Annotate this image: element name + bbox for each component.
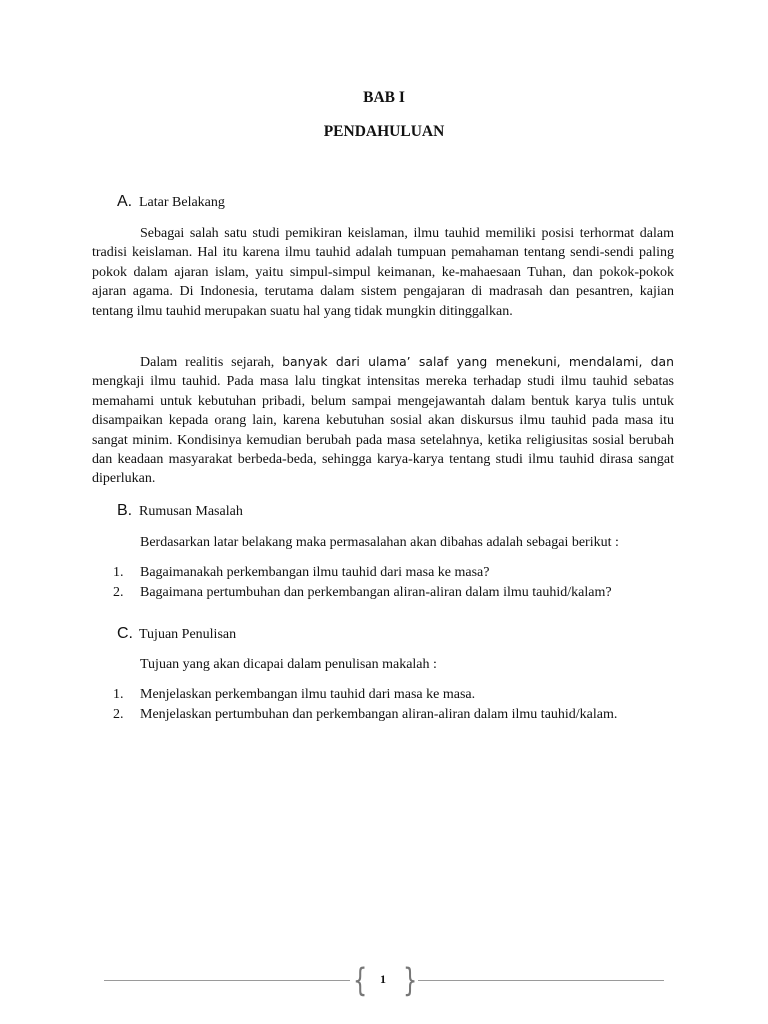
section-b-title: Rumusan Masalah — [139, 504, 243, 519]
list-item-text: Bagaimanakah perkembangan ilmu tauhid dari masa ke masa? — [140, 565, 490, 580]
section-b-intro: Berdasarkan latar belakang maka permasalahan akan dibahas adalah sebagai berikut : — [140, 535, 619, 550]
section-a-title: Latar Belakang — [139, 195, 225, 210]
section-a-paragraph-1: Sebagai salah satu studi pemikiran keislaman, ilmu tauhid memiliki posisi terhormat dalam tradisi keislaman. Hal itu karena ilmu tauhid adalah tumpuan pemahaman tentang sendi-sendi paling pokok dalam ajaran islam, yaitu simpul-simpul keimanan, ke-mahaesaan Tuhan, dan pokok-pokok ajaran agama. Di Indonesia, terutama dalam sistem pengajaran di madrasah dan pesantren, kajian tentang ilmu tauhid merupakan suatu hal yang tidak mungkin ditinggalkan. — [92, 226, 674, 319]
page-number: 1 — [380, 972, 386, 986]
section-b-heading — [117, 502, 243, 520]
footer-rule-right — [418, 980, 664, 981]
chapter-title: PENDAHULUAN — [323, 123, 445, 140]
section-a-paragraph-2 — [92, 352, 674, 489]
list-item-number: 2. — [113, 585, 124, 600]
right-brace-ornament: } — [403, 961, 418, 999]
section-c-heading — [117, 625, 236, 643]
paragraph-2-rest: mengkaji ilmu tauhid. Pada masa lalu tingkat intensitas mereka terhadap studi ilmu tauhid sebatas memahami untuk kebutuhan pribadi, belum sampai mengejawantah dalam bentuk karya tulis untuk disampaikan kepada orang lain, karena kebutuhan sosial akan diskursus ilmu tauhid pada masa itu sangat minim. Kondisinya kemudian berubah pada masa setelahnya, ketika religiusitas sosial berubah dan keadaan masyarakat berbeda-beda, sehingga karya-karya tentang studi ilmu tauhid dirasa sangat diperlukan. — [92, 374, 674, 487]
list-item-number: 1. — [113, 565, 124, 580]
list-item-text: Menjelaskan perkembangan ilmu tauhid dari masa ke masa. — [140, 687, 476, 702]
section-c-title: Tujuan Penulisan — [139, 627, 237, 642]
list-item-text: Bagaimana pertumbuhan dan perkembangan aliran-aliran dalam ilmu tauhid/kalam? — [140, 585, 612, 600]
list-item-number: 1. — [113, 687, 124, 702]
section-a-heading — [117, 193, 225, 211]
section-c-list — [113, 685, 617, 725]
section-b-letter: B. — [117, 502, 133, 519]
list-item — [113, 583, 612, 603]
paragraph-2-sans-run: banyak dari ulama’ salaf yang menekuni, mendalami, dan — [282, 354, 674, 369]
chapter-label: BAB I — [363, 89, 405, 106]
left-brace-ornament: { — [353, 961, 368, 999]
section-c-intro: Tujuan yang akan dicapai dalam penulisan makalah : — [140, 657, 437, 672]
list-item — [113, 563, 612, 583]
list-item — [113, 705, 617, 725]
list-item-number: 2. — [113, 707, 124, 722]
paragraph-2-start: Dalam realitis sejarah, — [140, 355, 283, 370]
list-item-text: Menjelaskan pertumbuhan dan perkembangan aliran-aliran dalam ilmu tauhid/kalam. — [140, 707, 618, 722]
section-c-letter: C. — [117, 625, 133, 642]
section-a-letter: A. — [117, 193, 133, 210]
footer-rule-left — [104, 980, 350, 981]
section-b-list — [113, 563, 612, 603]
list-item — [113, 685, 617, 705]
